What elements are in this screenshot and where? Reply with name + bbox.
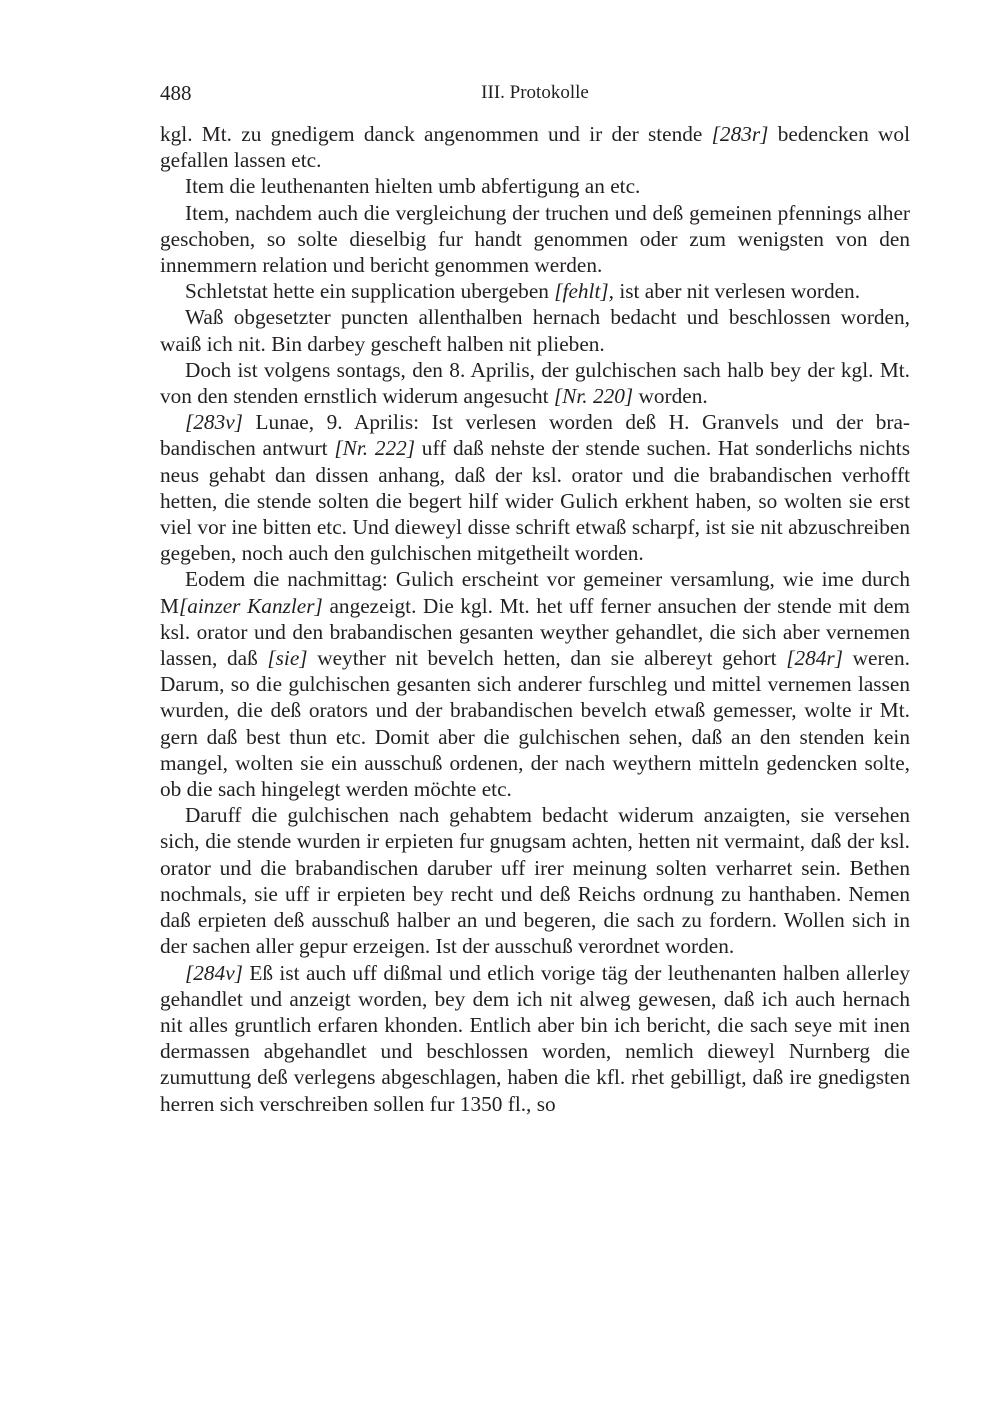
- paragraph-text: kgl. Mt. zu gnedigem danck angenommen und ir der stende: [160, 122, 712, 146]
- editorial-reference: [284v]: [185, 960, 243, 985]
- paragraph-text: Waß obgesetzter puncten allenthalben hernach bedacht und beschlossen worden, waiß ich nit. Bin darbey gescheft halben nit plieben.: [160, 305, 910, 356]
- paragraph: [160, 802, 910, 959]
- paragraph-text: weren. Darum, so die gulchischen gesanten sich anderer furschleg und mittel vernemen lassen wurden, die deß orators und der brabandischen bevelch etwaß gemesser, wolte ir Mt. gern daß best thun etc. Domit aber die gulchischen sehen, daß an den stenden kein mangel, wolten sie ein ausschuß ordenen, der nach weythern mitteln gedencken solte, ob die sach hingelegt werden möchte etc.: [160, 646, 910, 802]
- paragraph-text: Daruff die gulchischen nach gehabtem bedacht widerum anzaigten, sie versehen sich, die stende wurden ir erpieten fur gnugsam achten, hetten nit vermaint, daß der ksl. orator und die brabandischen daruber uff irer meinung solten verharret sein. Bethen nochmals, sie uff ir erpieten bey recht und deß Reichs ordnung zu hanthaben. Nemen daß erpieten deß ausschuß halber an und begeren, die sach zu fordern. Wollen sich in der sachen aller gepur erzeigen. Ist der ausschuß verordnet worden.: [160, 803, 910, 959]
- paragraph-text: angezeigt. Die kgl. Mt. het uff ferner ansuchen der stende mit dem ksl. orator und den brabandischen gesanten weyther gehandlet, die sich aber vernemen lassen, daß: [160, 593, 910, 671]
- paragraph-text: Eß ist auch uff dißmal und etlich vorige täg der leuthenanten halben allerley gehandlet und anzeigt worden, bey dem ich nit alweg gewesen, daß ich auch hernach nit alles gruntlich erfaren khonden. Entlich aber bin ich bericht, die sach seye mit inen dermassen abgehandlet und beschlossen worden, nemlich dieweyl Nurnberg die zumuttung deß verlegens abgeschlagen, haben die kfl. rhet gebilligt, daß ire gnedigsten herren sich verschreiben sollen fur 1350 fl., so: [160, 960, 910, 1116]
- paragraph: [160, 173, 910, 199]
- editorial-reference: [283r]: [711, 122, 769, 146]
- paragraph-text: Item die leuthenanten hielten umb abfertigung an etc.: [185, 174, 641, 199]
- editorial-reference: [sie]: [267, 646, 308, 671]
- editorial-reference: [fehlt],: [554, 279, 615, 304]
- paragraph: [160, 121, 910, 173]
- editorial-reference: [284r]: [786, 646, 844, 671]
- paragraph-text: uff daß nehste der stende suchen. Hat sonderlichs nichts neus gehabt dan dissen anhang, daß der ksl. orator und die brabandischen verhofft hetten, die stende solten die begert hilf wider Gulich erkhent haben, so wolten sie erst viel vor ine bitten etc. Und dieweyl disse schrift etwaß scharpf, ist sie nit abzuschreiben gegeben, noch auch den gulchischen mitgetheilt worden.: [160, 436, 910, 566]
- editorial-reference: [Nr. 222]: [334, 436, 416, 461]
- paragraph-text: Eodem die nachmittag: Gulich erscheint vor gemeiner versamlung, wie ime durch M: [160, 567, 910, 618]
- running-head: [160, 78, 910, 108]
- paragraph: [160, 200, 910, 279]
- paragraph: [160, 960, 910, 1117]
- paragraph-text: Lunae, 9. Aprilis: Ist verlesen worden deß H. Granvels und der brabandischen antwurt: [160, 410, 910, 461]
- paragraph: [160, 278, 910, 304]
- page-number: 488: [160, 81, 192, 105]
- editorial-reference: [Nr. 220]: [553, 384, 634, 409]
- paragraph-text: Schletstat hette ein supplication ubergeben: [185, 279, 555, 304]
- paragraph: [160, 566, 910, 802]
- paragraph-text: ist aber nit verlesen worden.: [614, 279, 861, 304]
- running-title: III. Protokolle: [481, 82, 589, 103]
- paragraph-text: Doch ist volgens sontags, den 8. Aprilis, der gulchischen sach halb bey der kgl. Mt. von den stenden ernstlich widerum angesucht: [160, 357, 910, 409]
- paragraph: [160, 304, 910, 356]
- paragraph: [160, 357, 910, 409]
- paragraph-text: Item, nachdem auch die vergleichung der truchen und deß gemeinen pfennings alher geschoben, so solte dieselbig fur handt genommen oder zum wenigsten von den innemmern relation und bericht genommen werden.: [160, 200, 910, 278]
- paragraph-text: worden.: [633, 384, 708, 409]
- body-text: [160, 121, 910, 1117]
- editorial-reference: [283v]: [185, 410, 243, 435]
- editorial-reference: [ainzer Kanzler]: [178, 593, 323, 618]
- paragraph: [160, 409, 910, 566]
- paragraph-text: weyther nit bevelch hetten, dan sie albereyt gehort: [307, 646, 787, 671]
- paragraph-text: bedencken wol gefallen lassen etc.: [160, 122, 910, 173]
